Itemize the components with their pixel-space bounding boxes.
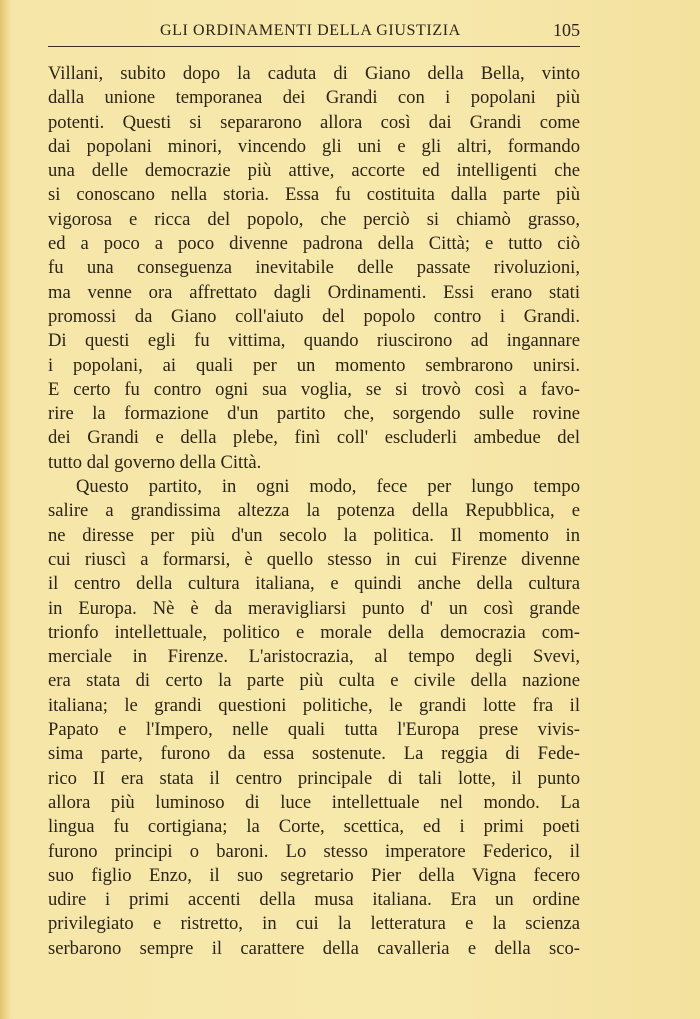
text-line: promossi da Giano coll'aiuto del popolo contro i Grandi. [48, 305, 580, 327]
text-line: ne diresse per più d'un secolo la politica. Il momento in [48, 524, 580, 546]
text-line: Papato e l'Impero, nelle quali tutta l'Europa prese vivis- [48, 719, 580, 741]
running-title: GLI ORDINAMENTI DELLA GIUSTIZIA [160, 22, 461, 39]
text-line: italiana; le grandi questioni politiche, le grandi lotte fra il [48, 694, 580, 716]
text-line: rico II era stata il centro principale di tali lotte, il punto [48, 767, 580, 789]
text-line: era stata di certo la parte più culta e civile della nazione [48, 670, 580, 692]
text-line: potenti. Questi si separarono allora così dai Grandi come [48, 111, 580, 133]
text-line: rire la formazione d'un partito che, sorgendo sulle rovine [48, 403, 580, 425]
text-line: merciale in Firenze. L'aristocrazia, al tempo degli Svevi, [48, 646, 580, 668]
text-line: fu una conseguenza inevitabile delle passate rivoluzioni, [48, 257, 580, 279]
text-line: tutto dal governo della Città. [48, 451, 262, 473]
running-head [48, 18, 580, 46]
text-line: lingua fu cortigiana; la Corte, scettica, ed i primi poeti [48, 816, 580, 838]
text-line: dalla unione temporanea dei Grandi con i popolani più [48, 87, 580, 109]
text-line: allora più luminoso di luce intellettuale nel mondo. La [48, 791, 580, 813]
text-line: ed a poco a poco divenne padrona della Città; e tutto ciò [48, 233, 580, 255]
header-rule [48, 46, 580, 47]
text-line: Di questi egli fu vittima, quando riuscirono ad ingannare [48, 330, 580, 352]
text-line: trionfo intellettuale, politico e morale della democrazia com- [48, 621, 580, 643]
text-line: i popolani, ai quali per un momento sembrarono unirsi. [48, 354, 580, 376]
text-line: serbarono sempre il carattere della cavalleria e della sco- [48, 937, 580, 959]
text-line: sima parte, furono da essa sostenute. La reggia di Fede- [48, 743, 580, 765]
text-line: dei Grandi e della plebe, finì coll' escluderli ambedue del [48, 427, 580, 449]
text-line: vigorosa e ricca del popolo, che perciò si chiamò grasso, [48, 208, 580, 230]
text-line: il centro della cultura italiana, e quindi anche della cultura [48, 573, 580, 595]
text-line: E certo fu contro ogni sua voglia, se si trovò così a favo- [48, 378, 580, 400]
text-line: ma venne ora affrettato dagli Ordinamenti. Essi erano stati [48, 281, 580, 303]
text-line: cui riuscì a formarsi, è quello stesso in cui Firenze divenne [48, 548, 580, 570]
page-number: 105 [553, 20, 580, 40]
text-line: in Europa. Nè è da meravigliarsi punto d' un così grande [48, 597, 580, 619]
text-line: una delle democrazie più attive, accorte ed intelligenti che [48, 160, 580, 182]
body-text [48, 62, 580, 961]
page-edge-shadow [0, 0, 10, 1019]
text-line: si conoscano nella storia. Essa fu costituita dalla parte più [48, 184, 580, 206]
text-line: udire i primi accenti della musa italiana. Era un ordine [48, 889, 580, 911]
text-line: dai popolani minori, vincendo gli uni e gli altri, formando [48, 135, 580, 157]
text-line: suo figlio Enzo, il suo segretario Pier della Vigna fecero [48, 864, 580, 886]
text-line: Villani, subito dopo la caduta di Giano della Bella, vinto [48, 63, 580, 84]
text-line: Questo partito, in ogni modo, fece per lungo tempo [76, 476, 580, 498]
paragraph-1 [48, 62, 580, 475]
text-line: furono principi o baroni. Lo stesso imperatore Federico, il [48, 840, 580, 862]
paragraph-2 [48, 475, 580, 961]
text-line: salire a grandissima altezza la potenza della Repubblica, e [48, 500, 580, 522]
text-line: privilegiato e ristretto, in cui la letteratura e la scienza [48, 913, 580, 935]
